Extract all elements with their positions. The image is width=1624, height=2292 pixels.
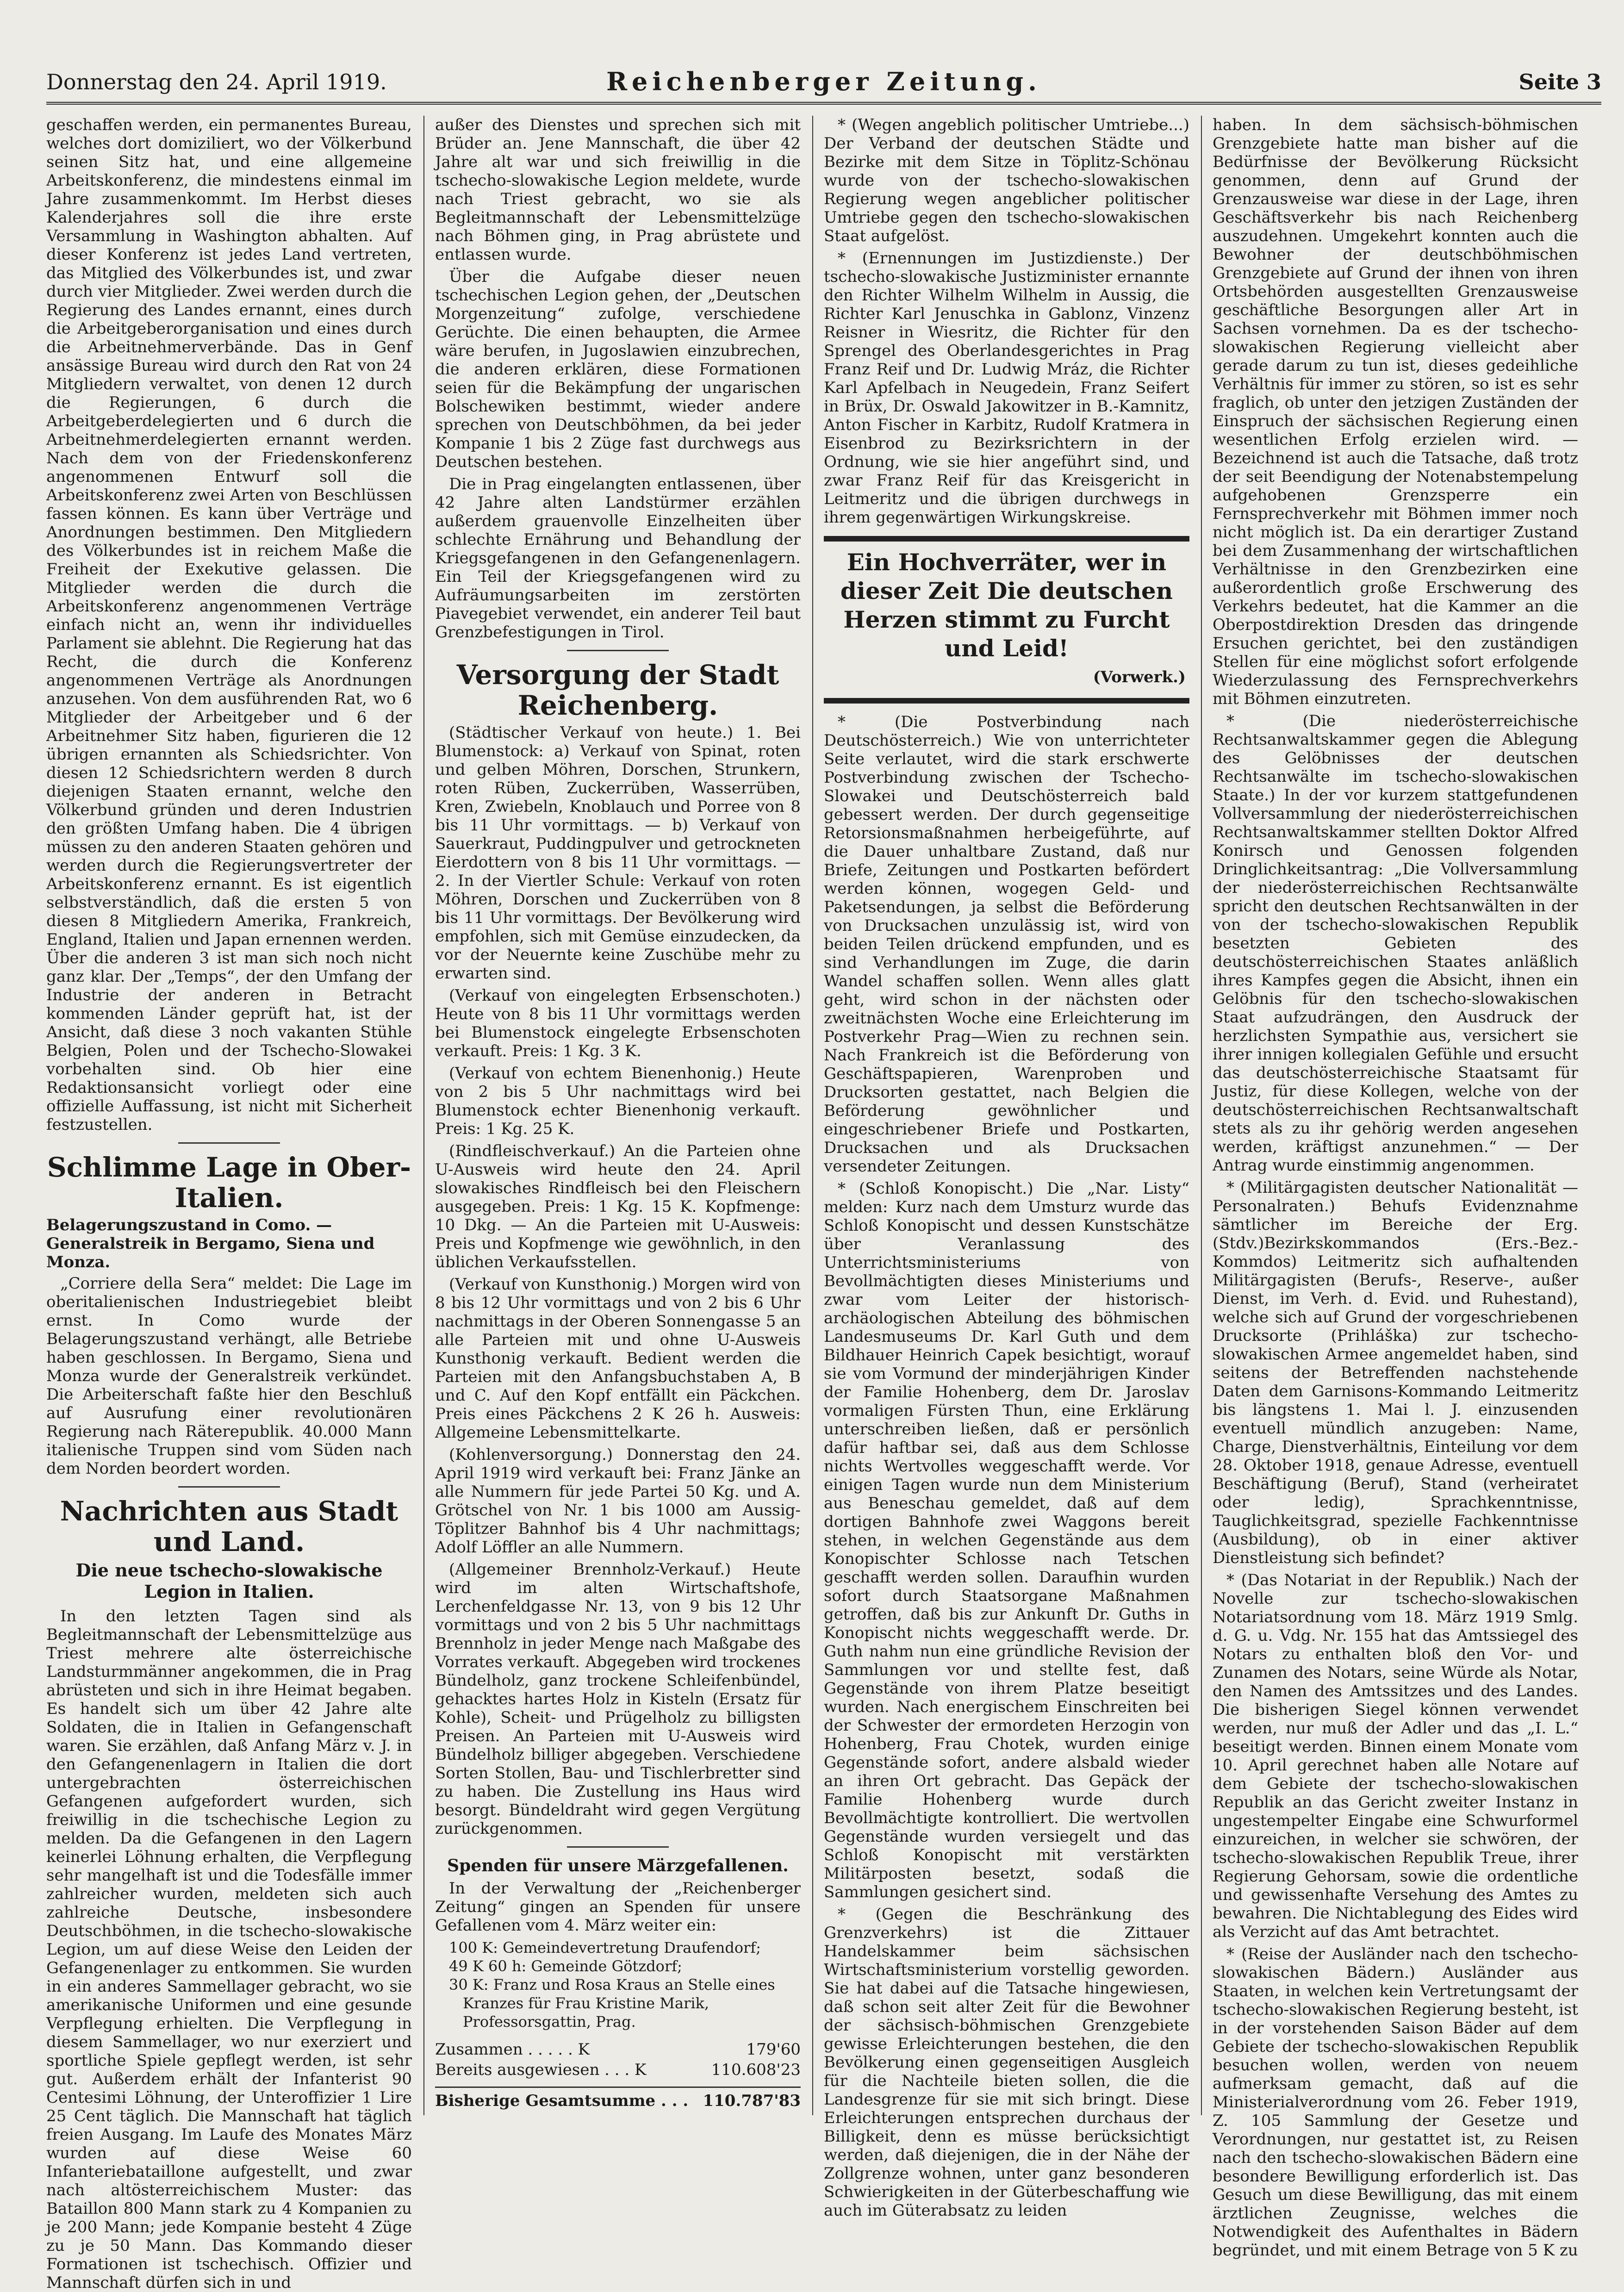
donations-intro: In der Verwaltung der „Reichenberger Zeitung“ gingen an Spenden für unsere Gefallenen vom 4. März weiter ein: bbox=[435, 1879, 801, 1935]
notice-paragraph: * (Die Postverbindung nach Deutschösterreich.) Wie von unterrichteter Seite verlautet, wird die stark erschwerte Postverbindung zwischen der Tschecho-Slowakei und Deutschösterreich bald gebessert werden. Der durch gegenseitige Retorsionsmaßnahmen herbeigeführte, auf die Dauer unhaltbare Zustand, daß nur Briefe, Zeitungen und Postkarten befördert werden können, wogegen Geld- und Paketsendungen, ja selbst die Beförderung von Drucksachen unzulässig ist, wird von beiden Teilen drückend empfunden, und es sind Verhandlungen im Zuge, die darin Wandel schaffen sollen. Wenn alles glatt geht, wird schon in der nächsten oder zweitnächsten Woche eine Erleichterung im Postverkehr Prag—Wien zu rechnen sein. Nach Frankreich ist die Beförderung von Geschäftspapieren, Warenproben und Drucksorten gestattet, nach Belgien die Beförderung gewöhnlicher und eingeschriebener Briefe und Postkarten, Drucksachen und als Drucksachen versendeter Zeitungen. bbox=[824, 713, 1189, 1176]
banner-source: (Vorwerk.) bbox=[1093, 668, 1186, 686]
notice-paragraph: (Verkauf von Kunsthonig.) Morgen wird von 8 bis 12 Uhr vormittags und von 2 bis 6 Uhr nachmittags in der Oberen Sonnengasse 5 an alle Parteien mit und ohne U-Ausweis Kunsthonig verkauft. Bedient werden die Parteien mit den Anfangsbuchstaben A, B und C. Auf den Kopf entfällt ein Päckchen. Preis eines Päckchens 2 K 26 h. Ausweis: Allgemeine Lebensmittelkarte. bbox=[435, 1275, 801, 1442]
notice-paragraph: * (Wegen angeblich politischer Umtriebe...) Der Verband der deutschen Städte und Bezirke mit dem Sitze in Töplitz-Schönau wurde von der tschecho-slowakischen Regierung wegen angeblicher politischer Umtriebe gegen den tschecho-slowakischen Staat aufgelöst. bbox=[824, 116, 1189, 245]
newspaper-title: Reichenberger Zeitung. bbox=[606, 67, 1041, 96]
total-label: Bisherige Gesamtsumme . . . bbox=[435, 2092, 689, 2110]
headline-nachrichten: Nachrichten aus Stadt und Land. bbox=[60, 1495, 398, 1557]
previous-label: Bereits ausgewiesen . . . K bbox=[435, 2061, 647, 2079]
article-paragraph: Die in Prag eingelangten entlassenen, über 42 Jahre alten Landstürmer erzählen außerdem grauenvolle Einzelheiten über schlechte Ernährung und Behandlung der Kriegsgefangenen in den Gefangenenlagern. Ein Teil der Kriegsgefangenen wird zu Aufräumungsarbeiten im zerstörten Piavegebiet verwendet, ein anderer Teil baut Grenzbefestigungen in Tirol. bbox=[435, 475, 801, 642]
masthead bbox=[46, 65, 1601, 105]
article-paragraph: „Corriere della Sera“ meldet: Die Lage im oberitalienischen Industriegebiet bleibt ernst. In Como wurde der Belagerungszustand verhängt, alle Betriebe haben geschlossen. In Bergamo, Siena und Monza wurde der Generalstreik verkündet. Die Arbeiterschaft faßte hier den Beschluß auf Ausrufung einer revolutionären Regierung nach Räterepublik. 40.000 Mann italienische Truppen sind vom Süden nach dem Norden beordert worden. bbox=[46, 1274, 412, 1478]
headline-versorgung: Versorgung der Stadt Reichenberg. bbox=[456, 659, 779, 721]
separator bbox=[178, 1486, 280, 1488]
notice-paragraph: * (Gegen die Beschränkung des Grenzverkehrs) ist die Zittauer Handelskammer beim sächsischen Wirtschaftsministerium vorstellig geworden. Sie hat dabei auf die Tatsache hingewiesen, daß schon seit alter Zeit für die Bewohner der sächsisch-böhmischen Grenzgebiete gewisse Erleichterungen bestehen, die den Bevölkerung einen gegenseitigen Ausgleich für die Nachteile bieten sollen, die die Landesgrenze für sie mit sich bringt. Diese Erleichterungen entsprechen durchaus der Billigkeit, denn es müsse berücksichtigt werden, daß diejenigen, die in der Nähe der Zollgrenze wohnen, unter ganz besonderen Schwierigkeiten in der Güterbeschaffung wie auch im Güterabsatz zu leiden bbox=[824, 1905, 1189, 2220]
column-rule bbox=[423, 116, 424, 2115]
notice-paragraph: (Rindfleischverkauf.) An die Parteien ohne U-Ausweis wird heute den 24. April slowakisches Rindfleisch bei den Fleischern ausgegeben. Preis: 1 Kg. 15 K. Kopfmenge: 10 Dkg. — An die Parteien mit U-Ausweis: Preis und Kopfmenge wie gewöhnlich, in den üblichen Verkaufsstellen. bbox=[435, 1142, 801, 1271]
notice-paragraph: (Allgemeiner Brennholz-Verkauf.) Heute wird im alten Wirtschaftshofe, Lerchenfeldgasse Nr. 13, von 9 bis 12 Uhr vormittags und von 2 bis 5 Uhr nachmittags Brennholz in jeder Menge nach Maßgabe des Vorrates verkauft. Abgegeben wird trockenes Bündelholz, ganz trockene Schleifenbündel, gehacktes hartes Holz in Kisteln (Ersatz für Kohle), Scheit- und Prügelholz zu billigsten Preisen. An Parteien mit U-Ausweis wird Bündelholz billiger abgegeben. Verschiedene Sorten Stollen, Bau- und Tischlerbretter sind zu haben. Die Zustellung ins Haus wird besorgt. Bündeldraht wird gegen Vergütung zurückgenommen. bbox=[435, 1560, 801, 1838]
article-paragraph: außer des Dienstes und sprechen sich mit Brüder an. Jene Mannschaft, die über 42 Jahre alt war und sich freiwillig in die tschecho-slowakische Legion meldete, wurde nach Triest gebracht, wo sie als Begleitmannschaft der Lebensmittelzüge nach Böhmen ging, in Prag abrüstete und entlassen wurde. bbox=[435, 116, 801, 264]
column-rule bbox=[812, 116, 813, 2115]
article-paragraph: geschaffen werden, ein permanentes Bureau, welches dort domiziliert, wo der Völkerbund seinen Sitz hat, und eine allgemeine Arbeitskonferenz, die mindestens einmal im Jahre zusammenkommt. Im Herbst dieses Kalenderjahres soll die ihre erste Versammlung in Washington abhalten. Auf dieser Konferenz ist jedes Land vertreten, das Mitglied des Völkerbundes ist, und zwar durch vier Mitglieder. Zwei werden durch die Regierung des Landes ernannt, eines durch die Arbeitgeberorganisation und eines durch die Arbeitnehmerverbände. Das in Genf ansässige Bureau wird durch den Rat von 24 Mitgliedern verwaltet, von denen 12 durch die Regierungen, 6 durch die Arbeitgeberdelegierten und 6 durch die Arbeitnehmerdelegierten ernannt werden. Nach dem von der Friedenskonferenz angenommenen Entwurf soll die Arbeitskonferenz zwei Arten von Beschlüssen fassen können. Es kann über Verträge und Anordnungen bestimmen. Den Mitgliedern des Völkerbundes ist in reichem Maße die Freiheit der Exekutive gelassen. Die Mitglieder werden die durch die Arbeitskonferenz angenommenen Verträge einfach nicht an, wenn ihr individuelles Parlament sie ablehnt. Die Regierung hat das Recht, die durch die Konferenz angenommenen Verträge als Anordnungen anzusehen. Von dem ausführenden Rat, wo 6 Mitglieder der Arbeitgeber und 6 der Arbeitnehmer Sitz haben, figurieren die 12 übrigen ernannten als Schiedsrichter. Von diesen 12 Schiedsrichtern werden 8 durch diejenigen Staaten ernannt, welche den Völkerbund gründen und deren Industrien den größten Umfang haben. Die 4 übrigen müssen zu den anderen Staaten gehören und werden durch die Regierungsvertreter der Arbeitskonferenz ernannt. Es ist eigentlich selbstverständlich, daß die ersten 5 von diesen 8 Mitgliedern Amerika, Frankreich, England, Italien und Japan ernennen werden. Über die anderen 3 ist man sich noch nicht ganz klar. Der „Temps“, der den Umfang der Industrie der anderen in Betracht kommenden Länder geprüft hat, ist der Ansicht, daß diese 3 noch vakanten Stühle Belgien, Polen und der Tschecho-Slowakei vorbehalten sind. Ob hier eine Redaktionsansicht vorliegt oder eine offizielle Auffassung, ist nicht mit Sicherheit festzustellen. bbox=[46, 116, 412, 1134]
notice-paragraph: * (Das Notariat in der Republik.) Nach der Novelle zur tschecho-slowakischen Notariatsordnung vom 18. März 1919 Smlg. d. G. u. Vdg. Nr. 155 hat das Amtssiegel des Notars zu enthalten bloß den Vor- und Zunamen des Notars, seine Würde als Notar, den Namen des Amtssitzes und des Landes. Die bisherigen Siegel können verwendet werden, nur muß der Adler und das „I. L.“ beseitigt werden. Binnen einem Monate vom 10. April gerechnet haben alle Notare auf dem Gebiete der tschecho-slowakischen Republik an das Gericht zweiter Instanz in ungestempelter Eingabe eine Schwurformel einzureichen, in welcher sie schwören, der tschecho-slowakischen Republik Treue, ihrer Regierung Gehorsam, sowie die ordentliche und gewissenhafte Versehung des Amtes zu bewahren. Die Nichtablegung des Eides wird als Verzicht auf das Amt betrachtet. bbox=[1213, 1571, 1578, 1941]
notice-paragraph: * (Ernennungen im Justizdienste.) Der tschecho-slowakische Justizminister ernannte den Richter Wilhelm Wilhelm in Aussig, die Richter Karl Jenuschka in Gablonz, Vinzenz Reisner in Wiesritz, die Richter für den Sprengel des Oberlandesgerichtes in Prag Franz Reif und Dr. Ludwig Mráz, die Richter Karl Apfelbach in Neugedein, Franz Seifert in Brüx, Dr. Oswald Jakowitzer in B.-Kamnitz, Anton Fischer in Karbitz, Rudolf Kratmera in Eisenbrod zu Bezirksrichtern in der Ordnung, wie sie hier angeführt sind, und zwar Franz Reif für das Kreisgericht in Leitmeritz und die übrigen durchwegs in ihrem gegenwärtigen Wirkungskreise. bbox=[824, 249, 1189, 527]
page-number: Seite 3 bbox=[1518, 69, 1601, 94]
notice-paragraph: (Städtischer Verkauf von heute.) 1. Bei Blumenstock: a) Verkauf von Spinat, roten und gelben Möhren, Dorschen, Strunkern, roten Rüben, Zuckerrüben, Wasserrüben, Kren, Zwiebeln, Knoblauch und Porree von 8 bis 11 Uhr vormittags. — b) Verkauf von Sauerkraut, Puddingpulver und getrockneten Eierdottern von 8 bis 11 Uhr vormittags. — 2. In der Viertler Schule: Verkauf von roten Möhren, Dorschen und Zuckerrüben von 8 bis 11 Uhr vormittags. Der Bevölkerung wird empfohlen, sich mit Gemüse einzudecken, da vor der Neuernte keine Zuschübe mehr zu erwarten sind. bbox=[435, 723, 801, 983]
notice-paragraph: * (Reise der Ausländer nach den tschecho-slowakischen Bädern.) Ausländer aus Staaten, in welchen kein Vertretungsamt der tschecho-slowakischen Regierung besteht, ist in der vorstehenden Saison Bäder auf dem Gebiete der tschecho-slowakischen Republik besuchen wollen, werden von neuem aufmerksam gemacht, daß auf die Ministerialverordnung vom 26. Feber 1919, Z. 105 Sammlung der Gesetze und Verordnungen, nur gestattet ist, zu Reisen nach den tschecho-slowakischen Bädern eine besondere Bewilligung erforderlich ist. Das Gesuch um diese Bewilligung, das mit einem ärztlichen Zeugnisse, welches die Notwendigkeit des Aufenthaltes in Bädern begründet, und mit einem Betrage von 5 K zu bbox=[1213, 1945, 1578, 2260]
previous-value: 110.608'23 bbox=[711, 2061, 801, 2079]
donation-subtotal bbox=[435, 2039, 801, 2060]
donation-previous bbox=[435, 2060, 801, 2080]
banner-quote bbox=[824, 536, 1189, 704]
donation-entry: 49 K 60 h: Gemeinde Götzdorf; bbox=[449, 1957, 682, 1975]
notice-paragraph: * (Schloß Konopischt.) Die „Nar. Listy“ melden: Kurz nach dem Umsturz wurde das Schloß Konopischt und dessen Kunstschätze über Veranlassung des Unterrichtsministeriums von Bevollmächtigten dieses Ministeriums und zwar vom Leiter der historisch-archäologischen Abteilung des böhmischen Landesmuseums Dr. Karl Guth und dem Bildhauer Heinrich Capek besichtigt, worauf sie vom Vormund der minderjährigen Kinder der Familie Hohenberg, dem Dr. Jaroslav vormaligen Fürsten Thun, eine Erklärung unterschreiben ließen, daß er persönlich dafür haftbar sei, daß aus dem Schlosse nichts Wertvolles weggeschafft werde. Vor einigen Tagen wurde nun dem Ministerium aus Beneschau gemeldet, daß auf dem dortigen Bahnhofe zwei Waggons bereit stehen, in welchen Gegenstände aus dem Konopischter Schlosse nach Tetschen geschafft werden sollen. Daraufhin wurden sofort durch Staatsorgane Maßnahmen getroffen, daß bis zur Ankunft Dr. Guths in Konopischt nichts weggeschafft werde. Dr. Guth nahm nun eine gründliche Revision der Sammlungen vor und stellte fest, daß Gegenstände von ihrem Platze beseitigt wurden. Nach energischem Einschreiten bei der Schwester der ermordeten Herzogin von Hohenberg, Frau Chotek, wurden einige Gegenstände sofort, andere alsbald wieder an ihren Ort gebracht. Das Gepäck der Familie Hohenberg wurde durch Bevollmächtigte kontrolliert. Die wertvollen Gegenstände wurden versiegelt und das Schloß Konopischt mit verstärkten Militärposten besetzt, sodaß die Sammlungen gesichert sind. bbox=[824, 1179, 1189, 1901]
separator bbox=[567, 1846, 669, 1848]
column-2 bbox=[435, 116, 801, 2115]
donation-total bbox=[435, 2086, 801, 2111]
notice-paragraph: * (Militärgagisten deutscher Nationalität — Personalraten.) Behufs Evidenznahme sämtlicher im Bereiche der Erg.(Stdv.)Bezirkskommandos (Ers.-Bez.-Kommdos) Leitmeritz sich aufhaltenden Militärgagisten (Berufs-, Reserve-, außer Dienst, im Verh. d. Evid. und Ruhestand), welche sich auf Grund der vorgeschriebenen Drucksorte (Prihláška) zur tschecho-slowakischen Armee angemeldet haben, sind seitens der Betreffenden nachstehende Daten dem Garnisons-Kommando Leitmeritz bis längstens 1. Mai l. J. einzusenden eventuell mündlich anzugeben: Name, Charge, Dienstverhältnis, Einteilung vor dem 28. Oktober 1918, genaue Adresse, eventuell Beschäftigung (Beruf), Stand (verheiratet oder ledig), Sprachkenntnisse, Tauglichkeitsgrad, spezielle Fachkenntnisse (Ausbildung), ob in einer aktiver Dienstleistung sich befindet? bbox=[1213, 1178, 1578, 1567]
total-value: 110.787'83 bbox=[703, 2092, 801, 2110]
separator bbox=[567, 650, 669, 651]
separator bbox=[178, 1142, 280, 1144]
donation-entry: 100 K: Gemeindevertretung Draufendorf; bbox=[449, 1939, 761, 1956]
column-rule bbox=[1201, 116, 1202, 2115]
subtotal-value: 179'60 bbox=[746, 2040, 801, 2059]
article-paragraph: Über die Aufgabe dieser neuen tschechischen Legion gehen, der „Deutschen Morgenzeitung“ zufolge, verschiedene Gerüchte. Die einen behaupten, die Armee wäre berufen, in Jugoslawien einzubrechen, die anderen erklären, diese Formationen seien für die Bekämpfung der ungarischen Bolschewiken bestimmt, wieder andere sprechen von Deutschböhmen, da bei jeder Kompanie 1 bis 2 Züge fast durchwegs aus Deutschen bestehen. bbox=[435, 268, 801, 471]
issue-date: Donnerstag den 24. April 1919. bbox=[46, 69, 387, 94]
headline-italien: Schlimme Lage in Ober-Italien. bbox=[47, 1152, 411, 1214]
donations-title: Spenden für unsere Märzgefallenen. bbox=[447, 1856, 789, 1875]
article-paragraph: In den letzten Tagen sind als Begleitmannschaft der Lebensmittelzüge aus Triest mehrere alte österreichische Landsturmmänner angekommen, die in Prag abrüsteten und sich in ihre Heimat begaben. Es handelt sich um über 42 Jahre alte Soldaten, die in Italien in Gefangenschaft waren. Sie erzählen, daß Anfang März v. J. in den Gefangenenlagern in Italien die dort untergebrachten österreichischen Gefangenen aufgefordert wurden, sich freiwillig in die tschechische Legion zu melden. Da die Gefangenen in den Lagern keinerlei Löhnung erhalten, die Verpflegung sehr mangelhaft ist und die Todesfälle immer zahlreicher wurden, meldeten sich auch zahlreiche Deutsche, insbesondere Deutschböhmen, in die tschecho-slowakische Legion, um auf diese Weise den Leiden der Gefangenenlager zu entkommen. Sie wurden in ein anderes Sammellager gebracht, wo sie amerikanische Uniformen und eine gesunde Verpflegung erhielten. Die Verpflegung in diesem Sammellager, wo nur exerziert und sportliche Spiele gepflegt werden, ist sehr gut. Außerdem erhält der Infanterist 90 Centesimi Löhnung, der Unteroffizier 1 Lire 25 Cent täglich. Die Mannschaft hat täglich freien Ausgang. Im Laufe des Monates März wurden auf diese Weise 60 Infanteriebataillone aufgestellt, und zwar nach altösterreichischem Muster: das Bataillon 800 Mann stark zu 4 Kompanien zu je 200 Mann; jede Kompanie besteht 4 Züge zu je 50 Mann. Das Kommando dieser Formationen ist tschechisch. Offizier und Mannschaft dürfen sich in und bbox=[46, 1607, 412, 2292]
notice-paragraph: (Kohlenversorgung.) Donnerstag den 24. April 1919 wird verkauft bei: Franz Jänke an alle Nummern für jede Partei 50 Kg. und A. Grötschel von Nr. 1 bis 1000 am Aussig-Töplitzer Bahnhof bis 4 Uhr nachmittags; Adolf Löffler an alle Nummern. bbox=[435, 1445, 801, 1557]
banner-text: Ein Hochverräter, wer in dieser Zeit Die deutschen Herzen stimmt zu Furcht und Leid! bbox=[840, 548, 1173, 662]
donation-entry: 30 K: Franz und Rosa Kraus an Stelle eines Kranzes für Frau Kristine Marik, Professorsgattin, Prag. bbox=[449, 1976, 775, 2030]
subheadline-italien: Belagerungszustand in Como. — Generalstreik in Bergamo, Siena und Monza. bbox=[46, 1216, 375, 1271]
notice-paragraph: * (Die niederösterreichische Rechtsanwaltskammer gegen die Ablegung des Gelöbnisses der deutschen Rechtsanwälte im tschecho-slowakischen Staate.) In der vor kurzem stattgefundenen Vollversammlung der niederösterreichischen Rechtsanwaltskammer stellten Doktor Alfred Konirsch und Genossen folgenden Dringlichkeitsantrag: „Die Vollversammlung der niederösterreichischen Rechtsanwälte spricht den deutschen Rechtsanwälten in der von der tschecho-slowakischen Republik besetzten Gebieten des deutschösterreichischen Staates anläßlich ihres Kampfes gegen die Absicht, ihnen ein Gelöbnis für den tschecho-slowakischen Staat aufzudrängen, den Ausdruck der herzlichsten Sympathie aus, versichert sie ihrer innigen kollegialen Gefühle und ersucht das deutschösterreichische Staatsamt für Justiz, für diese Kollegen, welche von der deutschösterreichischen Rechtsanwaltschaft stets als zu ihr gehörig werden angesehen werden, kräftigst anzunehmen.“ — Der Antrag wurde einstimmig angenommen. bbox=[1213, 712, 1578, 1175]
subtotal-label: Zusammen . . . . . K bbox=[435, 2040, 590, 2059]
column-4 bbox=[1213, 116, 1578, 2260]
notice-paragraph: (Verkauf von eingelegten Erbsenschoten.) Heute von 8 bis 11 Uhr vormittags werden bei Blumenstock eingelegte Erbsenschoten verkauft. Preis: 1 Kg. 3 K. bbox=[435, 986, 801, 1060]
column-1 bbox=[46, 116, 412, 2292]
notice-paragraph: (Verkauf von echtem Bienenhonig.) Heute von 2 bis 5 Uhr nachmittags wird bei Blumenstock echter Bienenhonig verkauft. Preis: 1 Kg. 25 K. bbox=[435, 1064, 801, 1138]
column-3 bbox=[824, 116, 1189, 2220]
article-paragraph: haben. In dem sächsisch-böhmischen Grenzgebiete hatte man bisher auf die Bedürfnisse der Bevölkerung Rücksicht genommen, denn auf Grund der Grenzausweise war diese in der Lage, ihren Geschäftsverkehr bis nach Reichenberg auszudehnen. Umgekehrt konnten auch die Bewohner der deutschböhmischen Grenzgebiete auf Grund der ihnen von ihren Ortsbehörden ausgestellten Grenzausweise geschäftliche Besorgungen aller Art in Sachsen vornehmen. Da es der tschecho-slowakischen Regierung vielleicht aber gerade darum zu tun ist, dieses gedeihliche Verhältnis für immer zu stören, so ist es sehr fraglich, ob unter den jetzigen Zuständen der Einspruch der sächsischen Regierung einen wesentlichen Erfolg erzielen wird. — Bezeichnend ist auch die Tatsache, daß trotz der seit Beendigung der Notenabstempelung aufgehobenen Grenzsperre ein Fernsprechverkehr mit Böhmen immer noch nicht möglich ist. Da ein derartiger Zustand bei dem Zusammenhang der wirtschaftlichen Verhältnisse in den Grenzbezirken eine außerordentlich große Erschwerung des Verkehrs bedeutet, hat die Kammer an die Oberpostdirektion Dresden das dringende Ersuchen gerichtet, bei den zuständigen Stellen für eine möglichst sofort erfolgende Wiederzulassung des Fernsprechverkehrs mit Böhmen einzutreten. bbox=[1213, 116, 1578, 708]
subheadline-legion: Die neue tschecho-slowakische Legion in Italien. bbox=[75, 1560, 383, 1602]
